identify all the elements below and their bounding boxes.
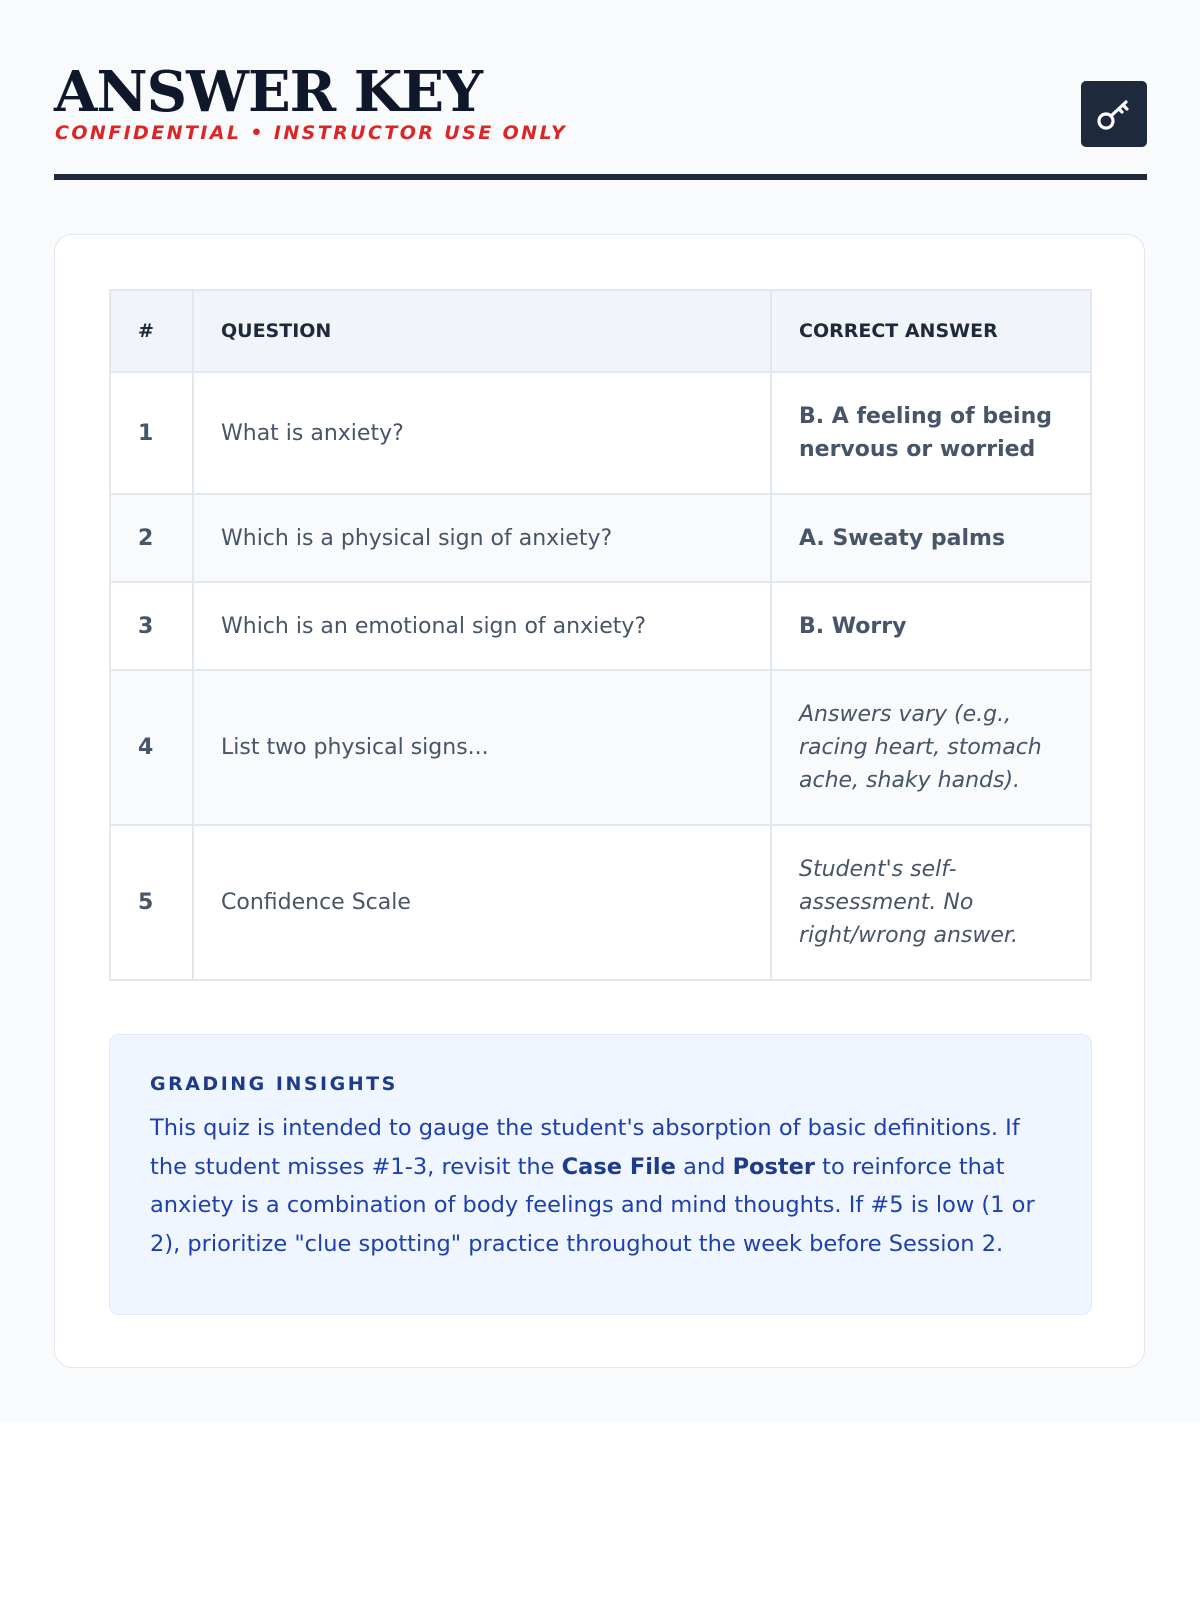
insights-text-part: to reinforce that anxiety is a combination of body feelings and mind thoughts. If #5 is low (1 or 2), prioritize "clue spotting" practice throughout the week before Session 2. bbox=[150, 1153, 1035, 1257]
row-answer: B. Worry bbox=[771, 582, 1091, 670]
insights-text-part: This quiz is intended to gauge the student's absorption of basic definitions. If the student misses #1-3, revisit the bbox=[150, 1115, 1020, 1180]
row-answer: B. A feeling of being nervous or worried bbox=[771, 372, 1091, 494]
row-question: Which is a physical sign of anxiety? bbox=[193, 494, 771, 582]
header-divider bbox=[54, 174, 1147, 180]
row-answer: Student's self-assessment. No right/wrong answer. bbox=[771, 825, 1091, 980]
grading-insights-box bbox=[109, 1034, 1092, 1315]
row-number: 3 bbox=[110, 582, 193, 670]
table-row bbox=[110, 825, 1091, 980]
answer-key-card bbox=[54, 234, 1145, 1368]
key-icon bbox=[1094, 94, 1134, 134]
table-header-row bbox=[110, 290, 1091, 372]
row-number: 1 bbox=[110, 372, 193, 494]
key-button[interactable] bbox=[1081, 81, 1147, 147]
table-row bbox=[110, 670, 1091, 825]
row-question: Confidence Scale bbox=[193, 825, 771, 980]
table-row bbox=[110, 582, 1091, 670]
insights-text bbox=[150, 1109, 1051, 1263]
header bbox=[54, 60, 1147, 180]
case-file-label: Case File bbox=[561, 1153, 676, 1180]
row-question: What is anxiety? bbox=[193, 372, 771, 494]
table-row bbox=[110, 372, 1091, 494]
confidential-subtitle: CONFIDENTIAL • INSTRUCTOR USE ONLY bbox=[55, 122, 568, 144]
insights-text-part: and bbox=[675, 1153, 733, 1180]
row-number: 5 bbox=[110, 825, 193, 980]
poster-label: Poster bbox=[732, 1153, 816, 1180]
row-answer: A. Sweaty palms bbox=[771, 494, 1091, 582]
row-number: 4 bbox=[110, 670, 193, 825]
answer-table bbox=[109, 289, 1092, 981]
row-question: Which is an emotional sign of anxiety? bbox=[193, 582, 771, 670]
row-answer: Answers vary (e.g., racing heart, stomach ache, shaky hands). bbox=[771, 670, 1091, 825]
table-row bbox=[110, 494, 1091, 582]
column-header-number: # bbox=[110, 290, 193, 372]
insights-title: GRADING INSIGHTS bbox=[150, 1073, 398, 1095]
row-question: List two physical signs... bbox=[193, 670, 771, 825]
column-header-question: QUESTION bbox=[193, 290, 771, 372]
column-header-answer: CORRECT ANSWER bbox=[771, 290, 1091, 372]
page-title: ANSWER KEY bbox=[54, 59, 483, 125]
row-number: 2 bbox=[110, 494, 193, 582]
